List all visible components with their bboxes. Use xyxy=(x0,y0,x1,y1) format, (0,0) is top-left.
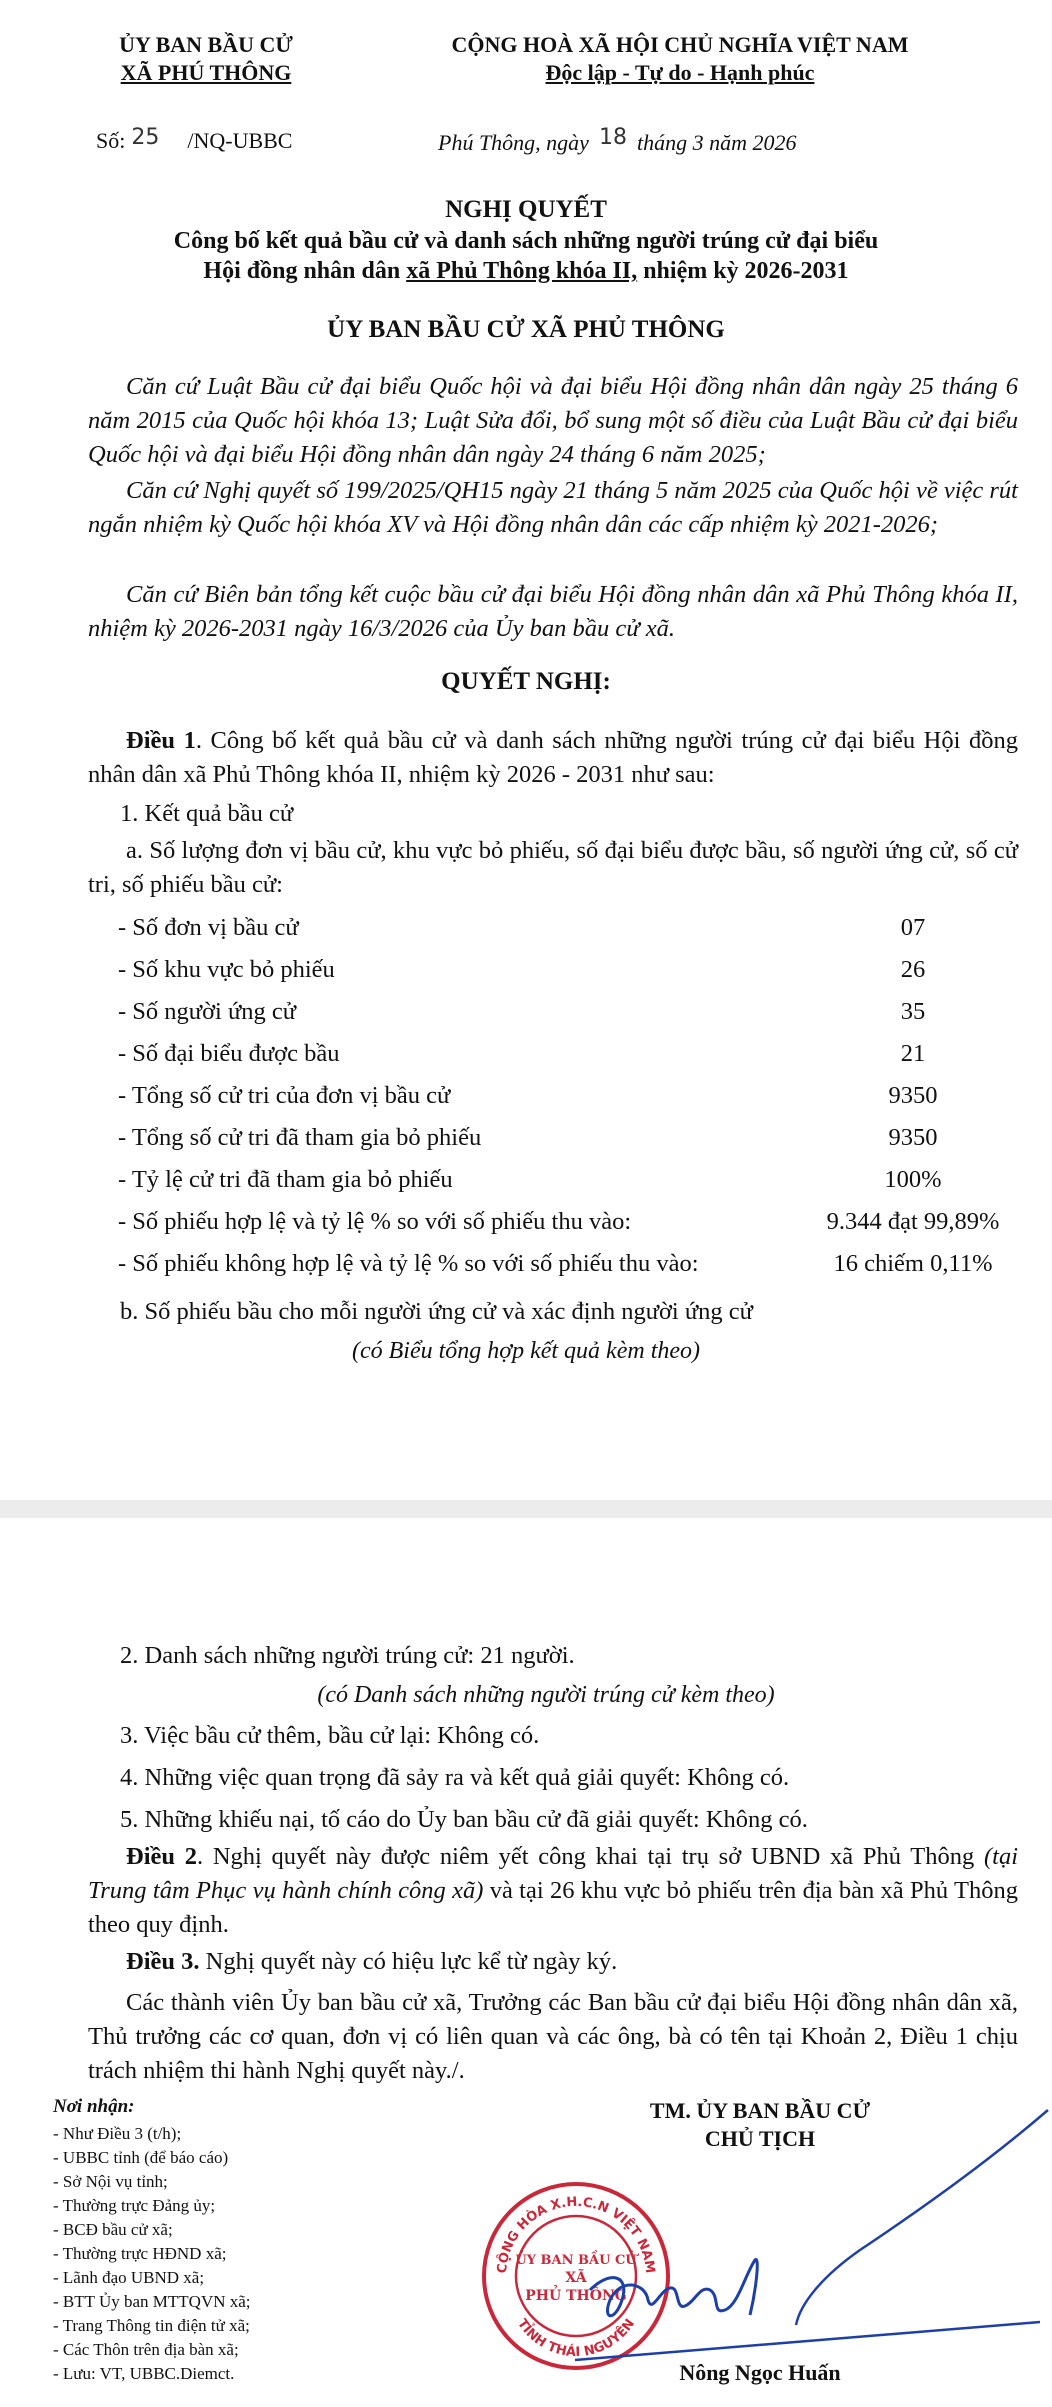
signature-title: TM. ỦY BAN BẦU CỬ xyxy=(649,2098,871,2123)
signature-role: CHỦ TỊCH xyxy=(704,2126,816,2151)
recipient-item: - BTT Ủy ban MTTQVN xã; xyxy=(53,2292,251,2311)
article1-item1b: b. Số phiếu bầu cho mỗi người ứng cử và xác định người ứng cử xyxy=(120,1298,753,1325)
recipient-item: - BCĐ bầu cử xã; xyxy=(53,2220,173,2239)
signatory-name: Nông Ngọc Huấn xyxy=(679,2360,841,2385)
org-name-line1: ỦY BAN BẦU CỬ xyxy=(119,32,293,57)
document-number: Số: 25 /NQ-UBBC xyxy=(96,125,293,153)
article3-text: Điều 3. Nghị quyết này có hiệu lực kể từ ngày ký. xyxy=(126,1948,618,1975)
svg-text:CỘNG HÒA X.H.C.N VIỆT NAM: CỘNG HÒA X.H.C.N VIỆT NAM xyxy=(494,2194,658,2275)
svg-text:TỈNH THÁI NGUYÊN: TỈNH THÁI NGUYÊN xyxy=(514,2316,638,2361)
article1-item2-note: (có Danh sách những người trúng cử kèm theo) xyxy=(317,1682,775,1708)
issuer-title: ỦY BAN BẦU CỬ XÃ PHỦ THÔNG xyxy=(327,316,725,343)
article1-item1: 1. Kết quả bầu cử xyxy=(120,800,294,827)
doc-type-title: NGHỊ QUYẾT xyxy=(445,196,607,223)
article2-text: Điều 2. Nghị quyết này được niêm yết công khai tại trụ sở UBND xã Phủ Thông (tại Trung tâm Phục vụ hành chính công xã) và tại 26 khu vực bỏ phiếu trên địa bàn xã Phủ Thông theo quy định. xyxy=(88,1843,1019,1938)
decision-heading: QUYẾT NGHỊ: xyxy=(441,668,611,695)
org-name-line2: XÃ PHÚ THÔNG xyxy=(120,60,292,85)
article1-item2: 2. Danh sách những người trúng cử: 21 người. xyxy=(120,1642,575,1669)
page-break xyxy=(0,1500,1052,1518)
recipient-item: - Thường trực HĐND xã; xyxy=(53,2244,227,2263)
recipient-item: - Lãnh đạo UBND xã; xyxy=(53,2268,205,2287)
recipient-item: - Sở Nội vụ tỉnh; xyxy=(53,2172,168,2191)
article1-item1b-note: (có Biểu tổng hợp kết quả kèm theo) xyxy=(351,1338,701,1364)
preamble-2: Căn cứ Nghị quyết số 199/2025/QH15 ngày 21 tháng 5 năm 2025 của Quốc hội về việc rút ngắn nhiệm kỳ Quốc hội khóa XV và Hội đồng nhân dân các cấp nhiệm kỳ 2021-2026; xyxy=(88,477,1018,538)
svg-text:XÃ: XÃ xyxy=(565,2270,587,2286)
nation-motto: Độc lập - Tự do - Hạnh phúc xyxy=(545,60,815,85)
article1-item5: 5. Những khiếu nại, tố cáo do Ủy ban bầu cử đã giải quyết: Không có. xyxy=(120,1806,808,1833)
resolution-subject-line2: Hội đồng nhân dân xã Phủ Thông khóa II, nhiệm kỳ 2026-2031 xyxy=(203,258,849,284)
handwritten-signature-icon xyxy=(560,2100,1052,2400)
article1-item1a: a. Số lượng đơn vị bầu cử, khu vực bỏ phiếu, số đại biểu được bầu, số người ứng cử, số cử tri, số phiếu bầu cử: xyxy=(88,837,1018,898)
nation-title: CỘNG HOÀ XÃ HỘI CHỦ NGHĨA VIỆT NAM xyxy=(451,32,909,57)
article3-responsibility: Các thành viên Ủy ban bầu cử xã, Trưởng các Ban bầu cử đại biểu Hội đồng nhân dân xã, Thủ trưởng các cơ quan, đơn vị có liên quan và các ông, bà có tên tại Khoản 2, Điều 1 chịu trách nhiệm thi hành Nghị quyết này./. xyxy=(88,1989,1018,2084)
preamble-1: Căn cứ Luật Bầu cử đại biểu Quốc hội và đại biểu Hội đồng nhân dân ngày 25 tháng 6 năm 2015 của Quốc hội khóa 13; Luật Sửa đổi, bổ sung một số điều của Luật Bầu cử đại biểu Quốc hội và đại biểu Hội đồng nhân dân ngày 24 tháng 6 năm 2025; xyxy=(88,373,1018,468)
recipient-item: - Như Điều 3 (t/h); xyxy=(53,2124,182,2143)
article1-intro: Điều 1. Công bố kết quả bầu cử và danh sách những người trúng cử đại biểu Hội đồng nhân dân xã Phủ Thông khóa II, nhiệm kỳ 2026 - 2031 như sau: xyxy=(88,727,1018,788)
recipient-item: - Lưu: VT, UBBC.Diemct. xyxy=(53,2364,235,2383)
svg-text:ỦY BAN BẦU CỬ: ỦY BAN BẦU CỬ xyxy=(515,2253,637,2268)
recipient-item: - Các Thôn trên địa bàn xã; xyxy=(53,2340,239,2359)
svg-text:PHỦ THÔNG: PHỦ THÔNG xyxy=(525,2288,627,2304)
issue-date: Phú Thông, ngày 18 tháng 3 năm 2026 xyxy=(438,125,797,155)
article1-item4: 4. Những việc quan trọng đã sảy ra và kết quả giải quyết: Không có. xyxy=(120,1764,790,1791)
recipient-item: - Trang Thông tin điện tử xã; xyxy=(53,2316,250,2335)
recipient-item: - Thường trực Đảng ủy; xyxy=(53,2196,216,2215)
preamble-3: Căn cứ Biên bản tổng kết cuộc bầu cử đại biểu Hội đồng nhân dân xã Phủ Thông khóa II, nhiệm kỳ 2026-2031 ngày 16/3/2026 của Ủy ban bầu cử xã. xyxy=(88,581,1018,642)
article1-item3: 3. Việc bầu cử thêm, bầu cử lại: Không có. xyxy=(120,1722,540,1749)
recipients-heading: Nơi nhận: xyxy=(53,2096,135,2117)
recipient-item: - UBBC tỉnh (để báo cáo) xyxy=(53,2148,229,2167)
resolution-subject-line1: Công bố kết quả bầu cử và danh sách những người trúng cử đại biểu xyxy=(173,228,879,254)
